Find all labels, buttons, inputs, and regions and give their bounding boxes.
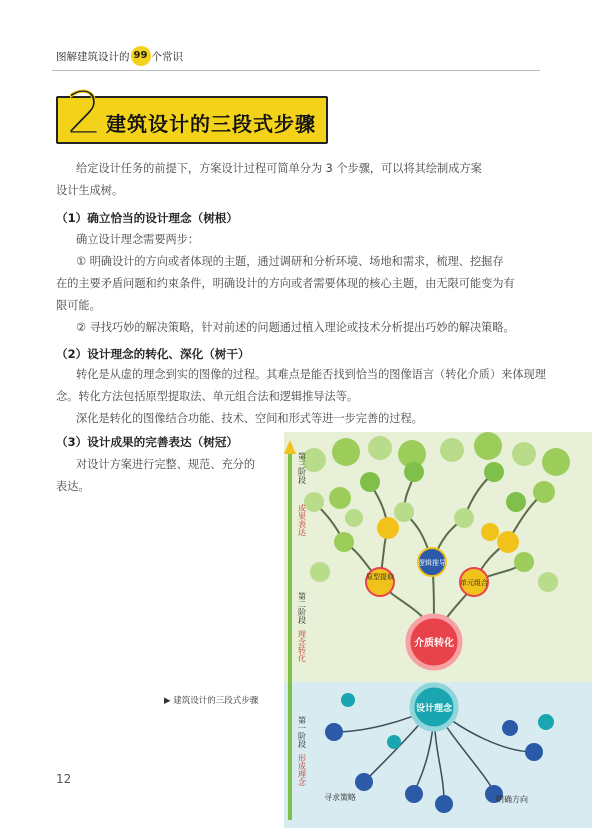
trunk-core-label: 介质转化 [414,638,454,649]
section-banner [56,79,328,147]
stage3-sub: 成果表达 [297,504,307,536]
running-header [56,46,183,66]
step1-line: ② 寻找巧妙的解决策略，针对前述的问题通过植入理论或技术分析提出巧妙的解决策略。 [76,321,515,334]
count-badge: 99 [131,46,151,66]
section-number: 2 [66,79,103,147]
step1-line: 确立设计理念需要两步： [76,233,200,246]
stage1-sub: 形成理念 [297,754,307,786]
running-header-prefix: 图解建筑设计的 [56,50,130,63]
page-number: 12 [56,772,72,786]
figure-caption: ▶ 建筑设计的三段式步骤 [164,696,259,706]
step1-line: 限可能。 [56,299,101,312]
step2-line: 念。转化方法包括原型提取法、单元组合法和逻辑推导法等。 [56,390,359,403]
prototype-label: 原型提取 [366,573,394,581]
stage-bar [288,450,292,820]
step2-heading: （2）设计理念的转化、深化（树干） [56,347,250,361]
stage3-label: 第三阶段 [297,452,307,484]
intro-line-1: 给定设计任务的前提下，方案设计过程可简单分为 3 个步骤，可以将其绘制成方案 [76,162,482,175]
stage2-label: 第二阶段 [297,592,307,624]
root-left-label: 寻求策略 [324,793,356,802]
step3-line: 表达。 [56,480,90,493]
unit-label: 单元组合 [460,579,488,587]
logic-label: 逻辑推导 [418,559,446,567]
stage1-label: 第一阶段 [297,716,307,748]
step3-heading: （3）设计成果的完善表达（树冠） [56,435,238,449]
root-core-label: 设计理念 [415,704,453,714]
header-rule [52,70,540,71]
design-tree-svg [284,432,592,828]
running-header-suffix: 个常识 [151,50,183,63]
stage2-sub: 理念转化 [297,630,307,662]
step1-line: ① 明确设计的方向或者体现的主题，通过调研和分析环境、场地和需求，梳理、挖掘存 [76,255,504,268]
step1-line: 在的主要矛盾问题和约束条件，明确设计的方向或者需要体现的核心主题，由无限可能变为有 [56,277,515,290]
step2-line: 深化是转化的图像结合功能、技术、空间和形式等进一步完善的过程。 [76,412,423,425]
step2-line: 转化是从虚的理念到实的图像的过程。其难点是能否找到恰当的图像语言（转化介质）来体现理 [76,368,546,381]
design-tree-figure [284,432,592,828]
step1-heading: （1）确立恰当的设计理念（树根） [56,211,238,225]
section-title: 建筑设计的三段式步骤 [106,112,316,136]
intro-line-2: 设计生成树。 [56,184,124,197]
step3-line: 对设计方案进行完整、规范、充分的 [76,458,256,471]
root-right-label: 明确方向 [496,795,528,804]
